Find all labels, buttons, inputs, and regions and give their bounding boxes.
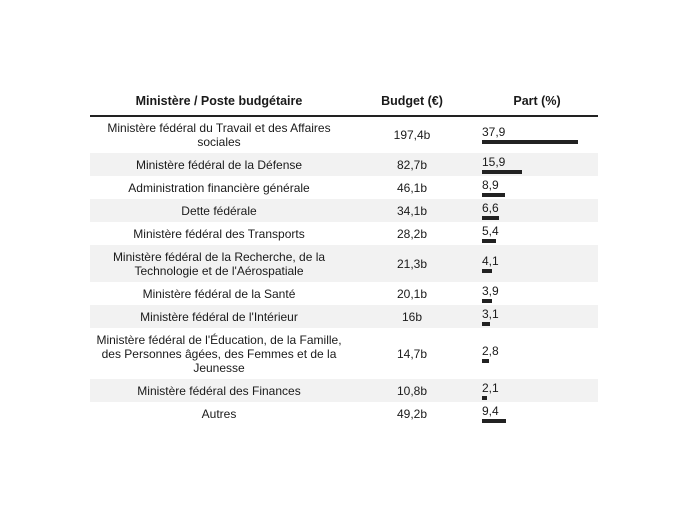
budget-value-cell: 49,2b [396,406,428,421]
share-label: 15,9 [482,154,506,169]
share-cell [476,222,598,245]
share-label: 2,8 [482,343,499,358]
share-bar [482,239,496,243]
share-bar [482,216,499,220]
share-cell [476,305,598,328]
share-bar [482,193,505,197]
table-row [90,402,598,425]
table-row [90,305,598,328]
table-body [90,116,598,425]
budget-value-cell: 34,1b [348,199,476,222]
budget-value-cell: 14,7b [396,346,428,361]
budget-value-cell: 46,1b [396,180,428,195]
ministry-name-cell: Autres [201,406,237,421]
share-label: 4,1 [482,253,499,268]
share-bar [482,322,490,326]
ministry-name-cell: Ministère fédéral des Transports [133,226,305,241]
share-label: 2,1 [482,380,499,395]
ministry-name-cell: Ministère fédéral de la Santé [142,286,296,301]
table-row [90,199,598,222]
table-row [90,328,598,379]
header-row [90,86,598,116]
ministry-name-cell: Ministère fédéral de l'Intérieur [90,305,348,328]
share-bar [482,359,489,363]
share-cell [476,153,598,176]
ministry-name-cell: Dette fédérale [90,199,348,222]
ministry-name-cell: Ministère fédéral des Finances [90,379,348,402]
table-row [90,222,598,245]
share-bar [482,299,492,303]
share-cell [476,402,598,425]
column-header-ministry: Ministère / Poste budgétaire [90,86,348,116]
share-label: 8,9 [482,177,499,192]
budget-value-cell: 10,8b [348,379,476,402]
ministry-name-cell: Ministère fédéral de la Recherche, de la Technologie et de l'Aérospatiale [90,245,348,282]
share-cell [476,176,598,199]
share-bar [482,396,487,400]
table-row [90,176,598,199]
budget-value-cell: 28,2b [396,226,428,241]
budget-value-cell: 16b [348,305,476,328]
share-cell [476,328,598,379]
share-label: 9,4 [482,403,499,418]
table-row [90,245,598,282]
budget-value-cell: 197,4b [393,128,431,142]
share-bar [482,419,506,423]
ministry-name-cell: Ministère fédéral de l'Éducation, de la Famille, des Personnes âgées, des Femmes et de la Jeunesse [96,332,342,375]
share-label: 3,9 [482,283,499,298]
share-label: 5,4 [482,223,499,238]
budget-value-cell: 20,1b [396,286,428,301]
share-bar [482,140,578,144]
table-row [90,282,598,305]
column-header-share: Part (%) [476,86,598,116]
share-cell [476,379,598,402]
share-bar [482,269,492,273]
ministry-name-cell: Ministère fédéral de la Défense [90,153,348,176]
table-row [90,153,598,176]
table-row [90,116,598,153]
share-cell [476,282,598,305]
column-header-budget: Budget (€) [348,86,476,116]
share-cell [476,199,598,222]
budget-table [90,86,598,425]
share-bar [482,170,522,174]
budget-value-cell: 21,3b [348,245,476,282]
ministry-name-cell: Ministère fédéral du Travail et des Affaires sociales [107,121,331,149]
share-label: 6,6 [482,200,499,215]
budget-value-cell: 82,7b [348,153,476,176]
ministry-name-cell: Administration financière générale [128,180,310,195]
table-row [90,379,598,402]
share-label: 3,1 [482,306,499,321]
share-cell [476,116,598,153]
share-cell [476,245,598,282]
share-label: 37,9 [482,125,506,139]
